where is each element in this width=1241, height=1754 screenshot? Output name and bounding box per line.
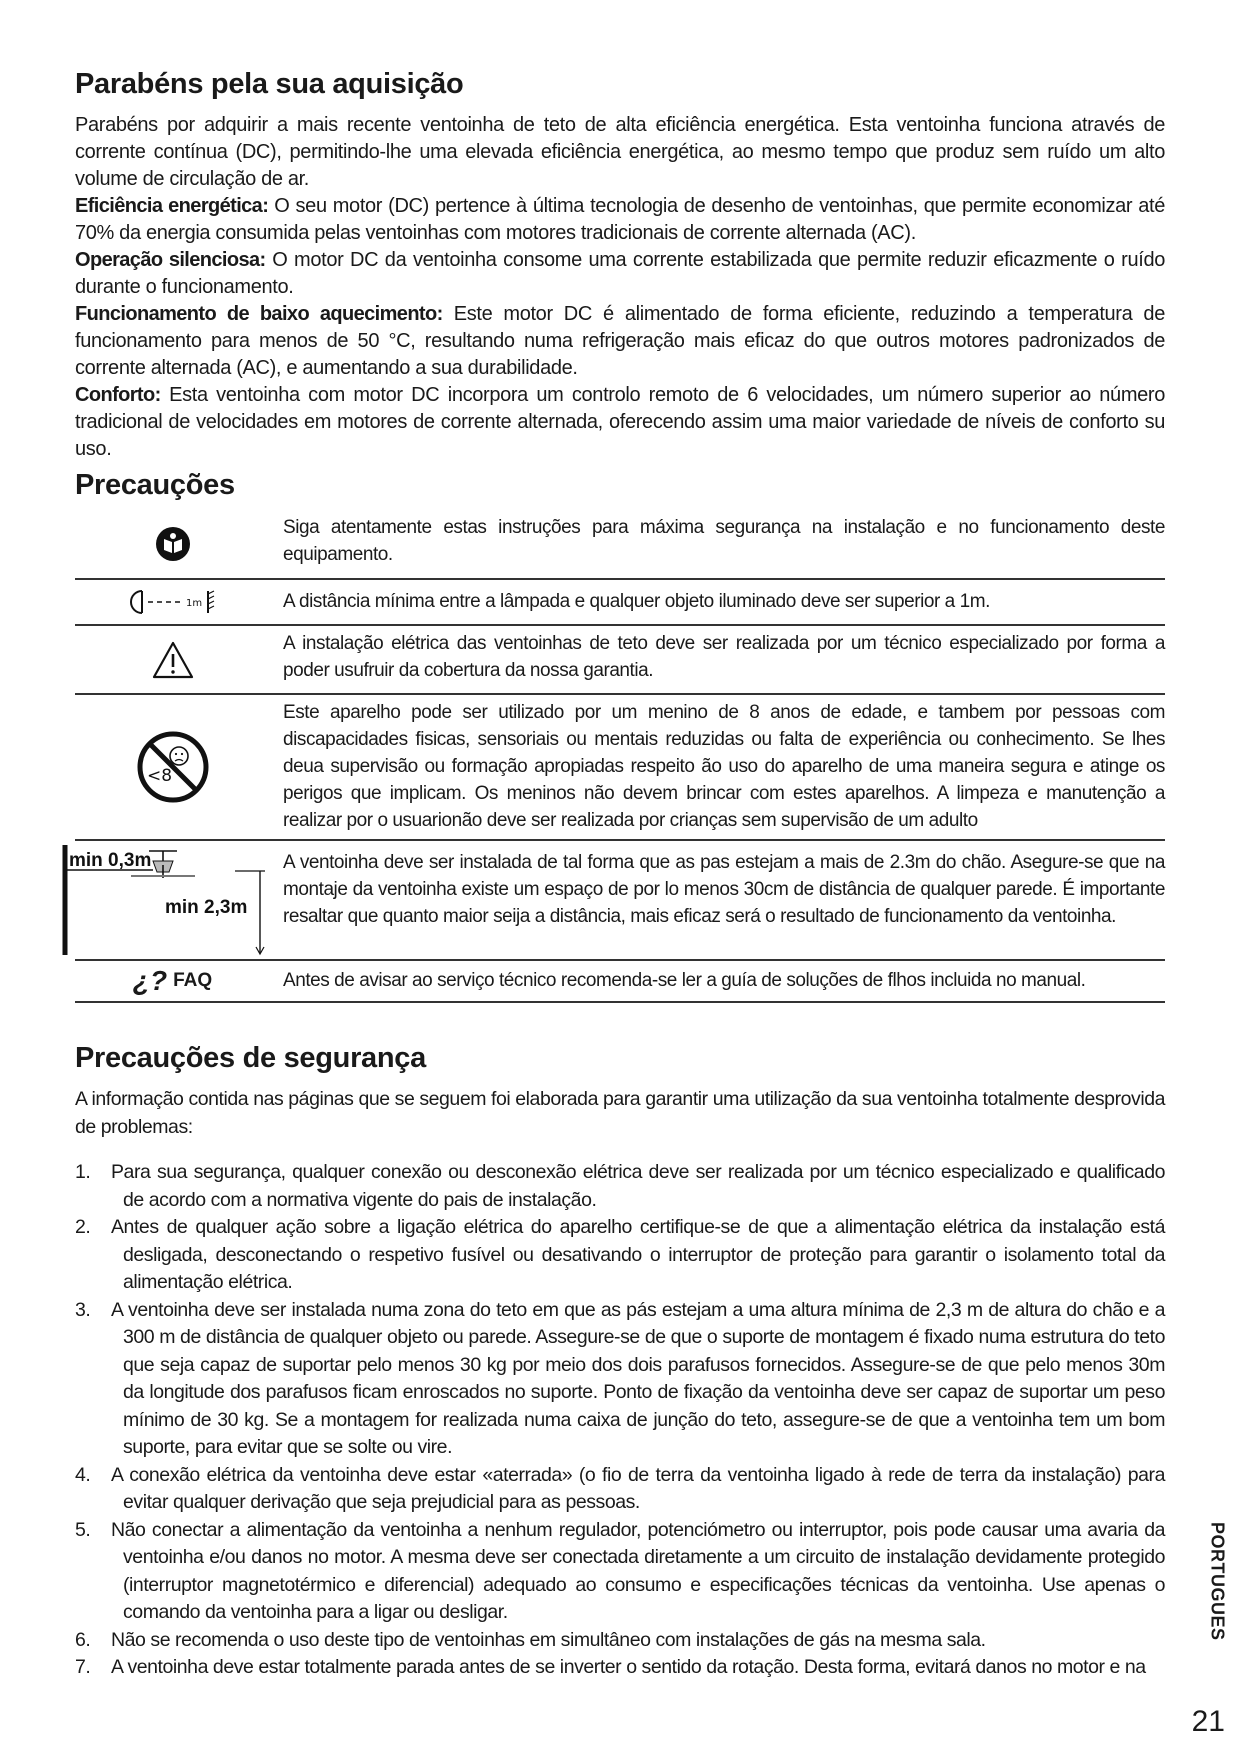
read-manual-icon: [75, 510, 270, 578]
warning-triangle-icon: [75, 626, 270, 693]
precaution-text: A instalação elétrica das ventoinhas de teto deve ser realizada por um técnico especializado por forma a poder usufruir da cobertura da nossa garantia.: [283, 633, 1165, 681]
list-item: [75, 1517, 1165, 1627]
precaution-row: [69, 841, 1165, 961]
list-item: [75, 1462, 1165, 1517]
faq-icon: [75, 961, 270, 1001]
item-number: 6.: [75, 1628, 91, 1651]
list-item: [75, 1627, 1165, 1655]
item-text: A ventoinha deve estar totalmente parada antes de se inverter o sentido da rotação. Desta forma, evitará danos no motor e na: [111, 1656, 1146, 1678]
section-title-precautions: Precauções: [75, 469, 235, 501]
fan-clearance-icon: [69, 841, 270, 959]
item-text: Antes de qualquer ação sobre a ligação elétrica do aparelho certifique-se de que a alimentação elétrica da instalação está desligada, desconectando o respetivo fusível ou desativando o interruptor de proteção para garantir o isolamento total da alimentação elétrica.: [111, 1216, 1165, 1293]
faq-question-marks: ¿?: [132, 965, 168, 996]
feature-text: O motor DC da ventoinha consome uma corrente estabilizada que permite reduzir eficazmente o ruído durante o funcionamento.: [75, 249, 1166, 298]
age-label: <8: [146, 766, 172, 786]
precaution-text: Antes de avisar ao serviço técnico recomenda-se ler a guía de soluções de flhos incluida no manual.: [283, 970, 1086, 991]
precaution-text: A ventoinha deve ser instalada de tal forma que as pas estejam a mais de 2.3m do chão. Asegure-se que na montaje da ventoinha existe um espaço de por lo menos 30cm de distância de qualquer parede. É importante resaltar que quanto maior seija a distância, mais eficaz será o resultado de funcionamento da ventoinha.: [283, 852, 1165, 927]
feature-label: Operação silenciosa:: [75, 249, 266, 271]
precautions-table: [69, 510, 1165, 1003]
safety-list: [75, 1159, 1165, 1682]
item-number: 4.: [75, 1463, 91, 1486]
page-number: 21: [1191, 1705, 1225, 1738]
precaution-row: [75, 510, 1165, 580]
feature-text: Esta ventoinha com motor DC incorpora um controlo remoto de 6 velocidades, um número superior ao número tradicional de velocidades em motores de corrente alternada, oferecendo assim uma maior variedade de níveis de conforto su uso.: [75, 384, 1165, 460]
feature-label: Funcionamento de baixo aquecimento:: [75, 303, 443, 325]
safety-intro: A informação contida nas páginas que se seguem foi elaborada para garantir uma utilização da sua ventoinha totalmente desprovida de problemas:: [75, 1088, 1165, 1138]
list-item: [75, 1214, 1165, 1297]
item-text: Não conectar a alimentação da ventoinha a nenhum regulador, potenciómetro ou interruptor, pois pode causar uma avaria da ventoinha e/ou danos no motor. A mesma deve ser conectada diretamente a um circuito de instalação devidamente protegido (interruptor magnetotérmico e diferencial) adequado ao consumo e especificações técnicas da ventoinha. Use apenas o comando da ventoinha para a ligar ou desligar.: [111, 1518, 1165, 1623]
item-text: Para sua segurança, qualquer conexão ou desconexão elétrica deve ser realizada por um técnico especializado e qualificado de acordo com a normativa vigente do pais de instalação.: [111, 1161, 1165, 1211]
precaution-row: [75, 626, 1165, 695]
item-number: 2.: [75, 1216, 91, 1238]
precaution-row: [75, 580, 1165, 626]
item-text: Não se recomenda o uso deste tipo de ventoinhas em simultâneo com instalações de gás na mesma sala.: [111, 1628, 986, 1651]
feature-text: Este motor DC é alimentado de forma eficiente, reduzindo a temperatura de funcionamento para menos de 50 °C, resultando numa refrigeração mais eficaz do que outros motores padronizados de corrente alternada (AC), e aumentando a sua durabilidade.: [75, 303, 1165, 379]
intro-paragraph: Parabéns por adquirir a mais recente ventoinha de teto de alta eficiência energética. Esta ventoinha funciona através de corrente contínua (DC), permitindo-lhe uma elevada eficiência energética, ao mesmo tempo que produz sem ruído um alto volume de circulação de ar.: [75, 114, 1165, 190]
feature-silent: [75, 247, 1165, 301]
feature-energy: [75, 193, 1165, 247]
lamp-distance-icon: [75, 580, 270, 624]
feature-label: Eficiência energética:: [75, 195, 269, 217]
feature-label: Conforto:: [75, 384, 161, 406]
item-number: 7.: [75, 1656, 91, 1678]
list-item: [75, 1297, 1165, 1462]
item-number: 5.: [75, 1518, 91, 1541]
no-children-icon: [75, 695, 270, 839]
section-title-safety: Precauções de segurança: [75, 1042, 426, 1074]
item-text: A ventoinha deve ser instalada numa zona do teto em que as pás estejam a uma altura mínima de 2,3 m de altura do chão e a 300 m de distância de qualquer objeto ou parede. Assegure-se de que o suporte de montagem é fixado numa estrutura do teto que seja capaz de suportar pelo menos 30 kg por meio dos dois parafusos fornecidos. Assegure-se de que pelo menos 30m da longitude dos parafusos ficam enroscados no suporte. Ponto de fixação da ventoinha deve ser capaz de suportar um peso mínimo de 30 kg. Se a montagem for realizada numa caixa de junção do teto, assegure-se de que a ventoinha tem um bom suporte, para evitar que se solte ou vire.: [111, 1298, 1165, 1458]
precaution-row: [75, 961, 1165, 1003]
precaution-row: [75, 695, 1165, 841]
precaution-text: Siga atentamente estas instruções para máxima segurança na instalação e no funcionamento deste equipamento.: [283, 517, 1165, 565]
faq-label: FAQ: [173, 970, 213, 991]
item-text: A conexão elétrica da ventoinha deve estar «aterrada» (o fio de terra da ventoinha ligado à rede de terra da instalação) para evitar qualquer derivação que seja prejudicial para as pessoas.: [111, 1463, 1165, 1513]
precaution-text: Este aparelho pode ser utilizado por um menino de 8 anos de edade, e tambem por pessoas com discapacidades fisicas, sensoriais ou mentais reduzidas ou falta de experiência ou conhecimento. Se lhes deua supervisão ou formação apropiadas respeito ão uso do aparelho de uma maneira segura e atinge os perigos que implicam. Os meninos não devem brincar com estes aparelhos. A limpeza e manutenção a realizar por o usuarionão deve ser realizada por crianças sem supervisão de um adulto: [283, 702, 1165, 831]
item-number: 1.: [75, 1161, 91, 1183]
language-tab: PORTUGUES: [1207, 1521, 1228, 1641]
floor-clearance-label: min 2,3m: [165, 897, 248, 918]
feature-low-heat: [75, 301, 1165, 382]
feature-text: O seu motor (DC) pertence à última tecnologia de desenho de ventoinhas, que permite economizar até 70% da energia consumida pelas ventoinhas com motores tradicionais de corrente alternada (AC).: [75, 195, 1165, 244]
wall-clearance-label: min 0,3m: [69, 850, 152, 871]
list-item: [75, 1159, 1165, 1214]
list-item: [75, 1654, 1165, 1682]
precaution-text: A distância mínima entre a lâmpada e qualquer objeto iluminado deve ser superior a 1m.: [283, 591, 990, 612]
distance-label: 1m: [185, 598, 202, 609]
item-number: 3.: [75, 1298, 91, 1321]
section-title-congrats: Parabéns pela sua aquisição: [75, 68, 464, 100]
feature-comfort: [75, 382, 1165, 463]
